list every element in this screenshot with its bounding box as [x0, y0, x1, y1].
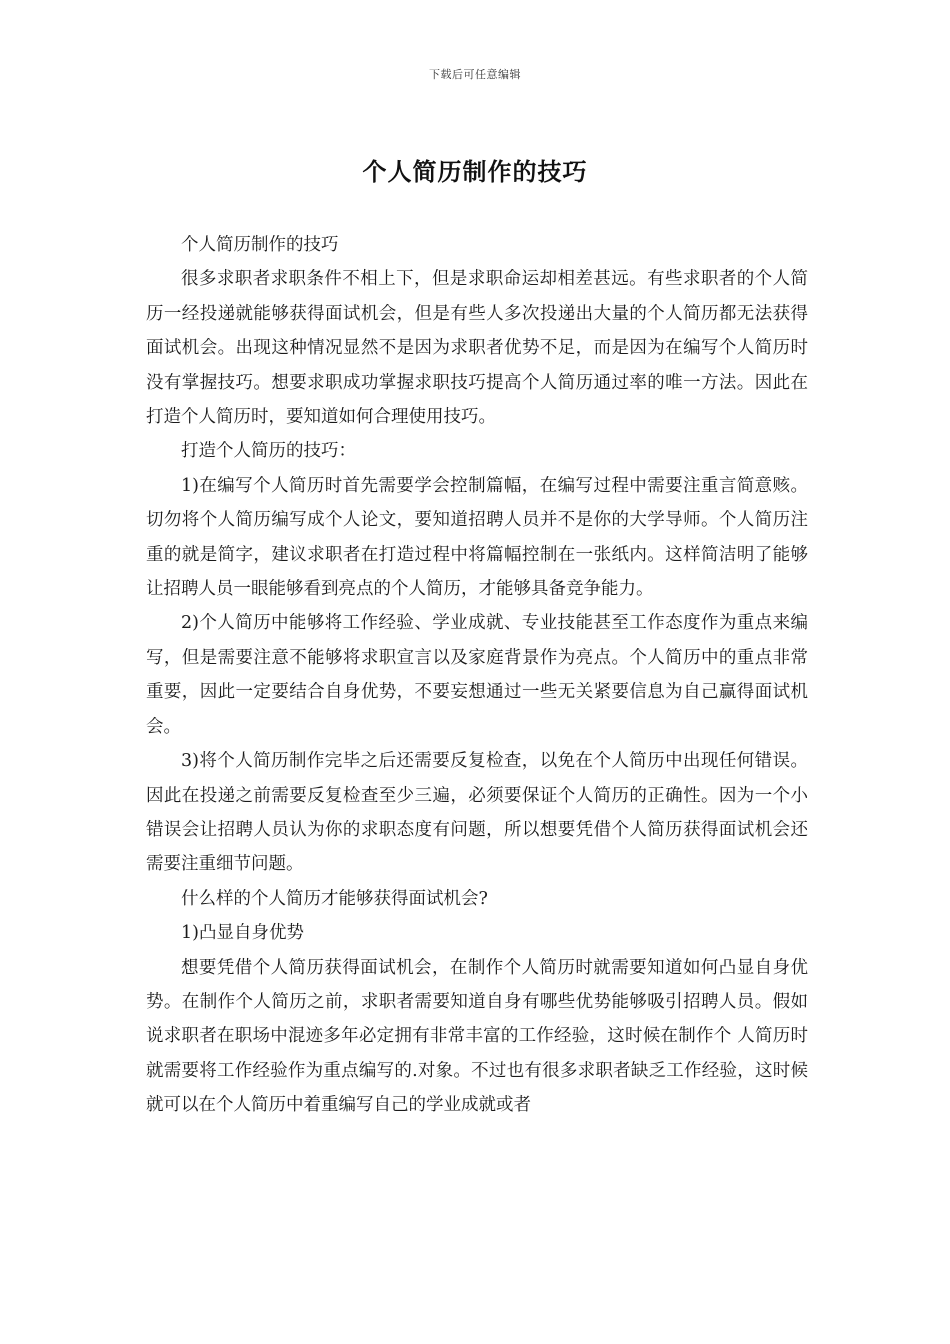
paragraph-tip-1: 1)在编写个人简历时首先需要学会控制篇幅，在编写过程中需要注重言简意赅。切勿将个人简历编写成个人论文，要知道招聘人员并不是你的大学导师。个人简历注重的就是简字，建议求职者在打造过程中将篇幅控制在一张纸内。这样简洁明了能够让招聘人员一眼能够看到亮点的个人简历，才能够具备竞争能力。 [146, 475, 808, 600]
page-header-note: 下载后可任意编辑 [429, 68, 521, 81]
paragraph-intro: 很多求职者求职条件不相上下，但是求职命运却相差甚远。有些求职者的个人简历一经投递就能够获得面试机会，但是有些人多次投递出大量的个人简历都无法获得面试机会。出现这种情况显然不是因为求职者优势不足，而是因为在编写个人简历时没有掌握技巧。想要求职成功掌握求职技巧提高个人简历通过率的唯一方法。因此在打造个人简历时，要知道如何合理使用技巧。 [146, 269, 808, 428]
paragraph-point-1-heading: 1)凸显自身优势 [181, 923, 304, 944]
paragraph-tips-heading: 打造个人简历的技巧： [181, 441, 356, 462]
paragraph-tip-2: 2)个人简历中能够将工作经验、学业成就、专业技能甚至工作态度作为重点来编写，但是需要注意不能够将求职宣言以及家庭背景作为亮点。个人简历中的重点非常重要，因此一定要结合自身优势，不要妄想通过一些无关紧要信息为自己赢得面试机会。 [146, 613, 808, 737]
paragraph-point-1-body: 想要凭借个人简历获得面试机会，在制作个人简历时就需要知道如何凸显自身优势。在制作个人简历之前，求职者需要知道自身有哪些优势能够吸引招聘人员。假如说求职者在职场中混迹多年必定拥有非常丰富的工作经验，这时候在制作个 人简历时就需要将工作经验作为重点编写的.对象。不过也有很多求职者缺乏工作经验，这时候就可以在个人简历中着重编写自己的学业成就或者 [146, 957, 808, 1116]
document-body [146, 228, 808, 1123]
paragraph-tip-3: 3)将个人简历制作完毕之后还需要反复检查，以免在个人简历中出现任何错误。因此在投递之前需要反复检查至少三遍，必须要保证个人简历的正确性。因为一个小错误会让招聘人员认为你的求职态度有问题，所以想要凭借个人简历获得面试机会还需要注重细节问题。 [146, 751, 808, 875]
paragraph-question-heading: 什么样的个人简历才能够获得面试机会? [181, 888, 488, 909]
paragraph-subtitle: 个人简历制作的技巧 [181, 235, 339, 255]
document-title: 个人简历制作的技巧 [362, 157, 588, 186]
